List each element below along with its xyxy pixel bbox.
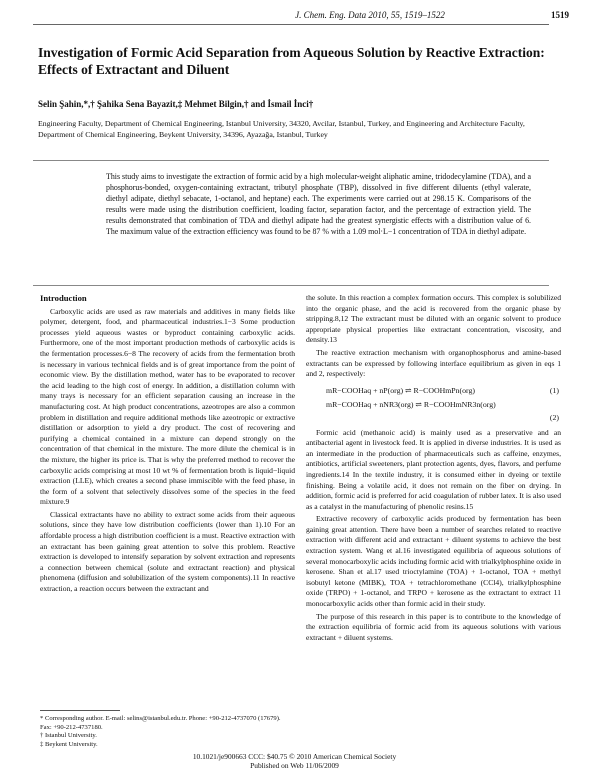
doi-line: 10.1021/je900663 CCC: $40.75 © 2010 American Chemical Society — [192, 752, 397, 761]
equation-number: (1) — [549, 385, 559, 395]
footnote-dagger: † Istanbul University. — [40, 732, 97, 739]
author-list: Selin Şahin,*,† Şahika Sena Bayazit,‡ Mehmet Bilgin,† and İsmail İnci† — [38, 99, 314, 109]
equation-1 — [306, 382, 561, 397]
paragraph: Classical extractants have no ability to extract some acids from their aqueous solutions, since they have low distribution coefficients (lower than 1).10 For an affordable process a high distribution coefficient is a must. Reactive extraction with an extractant has been gaining great attention to solve this problem. Reactive extraction is developed to intensify separation by solvent extraction and represents a connection between chemical (solute and extractant reaction) and physical phenomena (diffusion and solubilization of the system components).11 In reactive extraction, a reaction occurs between the extractant and — [40, 509, 295, 594]
equation-text: mR−COOHaq + nNR3(org) ⇌ R−COOHmNR3n(org) — [326, 400, 496, 410]
paragraph: Carboxylic acids are used as raw materials and additives in many fields like polymer, detergent, food, and pharmaceutical industries.1−3 Some production processes yield aqueous wastes or byproduct containing carboxylic acids. Furthermore, one of the most important production methods of carboxylic acids is the fermentation processes.6−8 The recovery of acids from the fermentation broth is necessary in various technical fields and is of great importance from the point of economic view. By the distillation method, water has to be evaporated to recover the acid leading to the high cost of energy. In addition, a distillation column with many trays is necessary for an efficient separation causing an increase in the manufacturing cost. At high product concentrations, azeotropes are also a common problem in distillation and require additional methods like azeotropic or extractive distillation or adsorption to yield a dry product. The cost of recovering and purifying a chemical contained in a mixture can depend strongly on the concentration of that chemical in the mixture. The more dilute the chemical is in the mixture, the higher its price is. That is why the preferred method to recover the carboxylic acids comprising at most 10 wt % of fermentation broth is liquid−liquid extraction (LLE), which creates a second phase immiscible with the feed phase, in the form of a solvent that selectively dissolves some of the species in the feed mixture.9 — [40, 306, 295, 507]
paragraph: The reactive extraction mechanism with organophosphorus and amine-based extractants can be expressed by following interface equilibrium as given in eqs 1 and 2, respectively: — [306, 347, 561, 379]
page-footer — [0, 752, 589, 770]
page-number: 1519 — [551, 10, 569, 20]
footnotes — [40, 715, 290, 749]
footnote-corresponding: * Corresponding author. E-mail: selins@istanbul.edu.tr. Phone: +90-212-4737070 (17679). Fax: +90-212-4737180. — [40, 715, 281, 731]
paragraph: The purpose of this research in this paper is to contribute to the knowledge of the extraction equilibria of formic acid from its aqueous solutions with various extractant + diluent systems. — [306, 611, 561, 642]
equation-2 — [306, 396, 561, 411]
paragraph: Formic acid (methanoic acid) is mainly used as a preservative and an antibacterial agent in livestock feed. It is applied in diverse industries. It is used as an intermediate in the production of pharmaceuticals such as caffeine, enzymes, antibiotics, artificial sweeteners, plant protection agents, dyes, flavors, and perfume ingredients.14 In the textile industry, it is consumed either in dyeing or textile finishing. Being a volatile acid, it does not remain on the fiber on drying. In addition, formic acid is preferred for acid coagulation of rubber latex. It is also used as a catalyst in the manufacturing of phenolic resins.15 — [306, 427, 561, 511]
abstract-top-rule — [33, 160, 549, 161]
journal-header: J. Chem. Eng. Data 2010, 55, 1519–1522 — [295, 10, 445, 20]
published-line: Published on Web 11/06/2009 — [250, 761, 339, 770]
affiliations: Engineering Faculty, Department of Chemical Engineering, Istanbul University, 34320, Avcilar, Istanbul, Turkey, and Engineering and Architecture Faculty, Department of Chemical Engineering, Beykent University, 34396, Ayazağa, Istanbul, Turkey — [38, 119, 525, 139]
footnote-rule — [40, 710, 120, 711]
paragraph: the solute. In this reaction a complex formation occurs. This complex is solubilized into the organic phase, and the acid is recovered from the organic phase by stripping.8,12 The extractant must be diluted with an organic solvent to produce appropriate physical properties like extractant concentration, viscosity, and density.13 — [306, 293, 561, 345]
equation-text: mR−COOHaq + nP(org) ⇌ R−COOHmPn(org) — [326, 385, 475, 395]
right-column — [306, 293, 561, 645]
abstract: This study aims to investigate the extraction of formic acid by a high molecular-weight aliphatic amine, tridodecylamine (TDA), and a phosphorus-bonded, oxygen-containing extractant, tributyl phosphate (TBP), dissolved in five different diluents (ethyl valerate, diethyl adipate, diethyl sebacate, 1-octanol, and heptane) each. The experiments were carried out at 298.15 K. Comparisons of the results were made using the distribution coefficient, loading factor, separation factor, and the percentage of extraction yield. The results demonstrated that combination of TDA and diethyl adipate had the greatest synergistic effects with a distribution value of 6. The maximum value of the extraction efficiency was found to be 87 % with a 1.09 mol·L−1 concentration of TDA in diethyl adipate. — [106, 172, 531, 236]
left-column — [40, 293, 295, 597]
abstract-bottom-rule — [33, 285, 549, 286]
equation-number: (2) — [549, 412, 559, 422]
header-rule — [33, 24, 549, 25]
paragraph: Extractive recovery of carboxylic acids produced by fermentation has been gaining great attention. There have been a number of searches related to reactive extraction with different acid and extractant + diluent systems to achieve the best extraction system. Wang et al.16 investigated equilibria of aqueous solutions of several monocarboxylic acids including formic acid with trialkylphosphine oxide in kerosene. Shan et al.17 used trioctylamine (TOA) + 1-octanol, TOA + methyl isobutyl ketone (MIBK), TOA + tetrachloromethane (CCl4), trialkylphosphine oxide (TRPO) + 1-octanol, and TRPO + kerosene as the extractant to extract 11 monocarboxylic acids other than formic acid in their study. — [306, 514, 561, 609]
section-heading: Introduction — [40, 293, 87, 303]
footnote-ddagger: ‡ Beykent University. — [40, 740, 98, 748]
paper-title: Investigation of Formic Acid Separation from Aqueous Solution by Reactive Extraction: Effects of Extractant and Diluent — [38, 45, 545, 77]
